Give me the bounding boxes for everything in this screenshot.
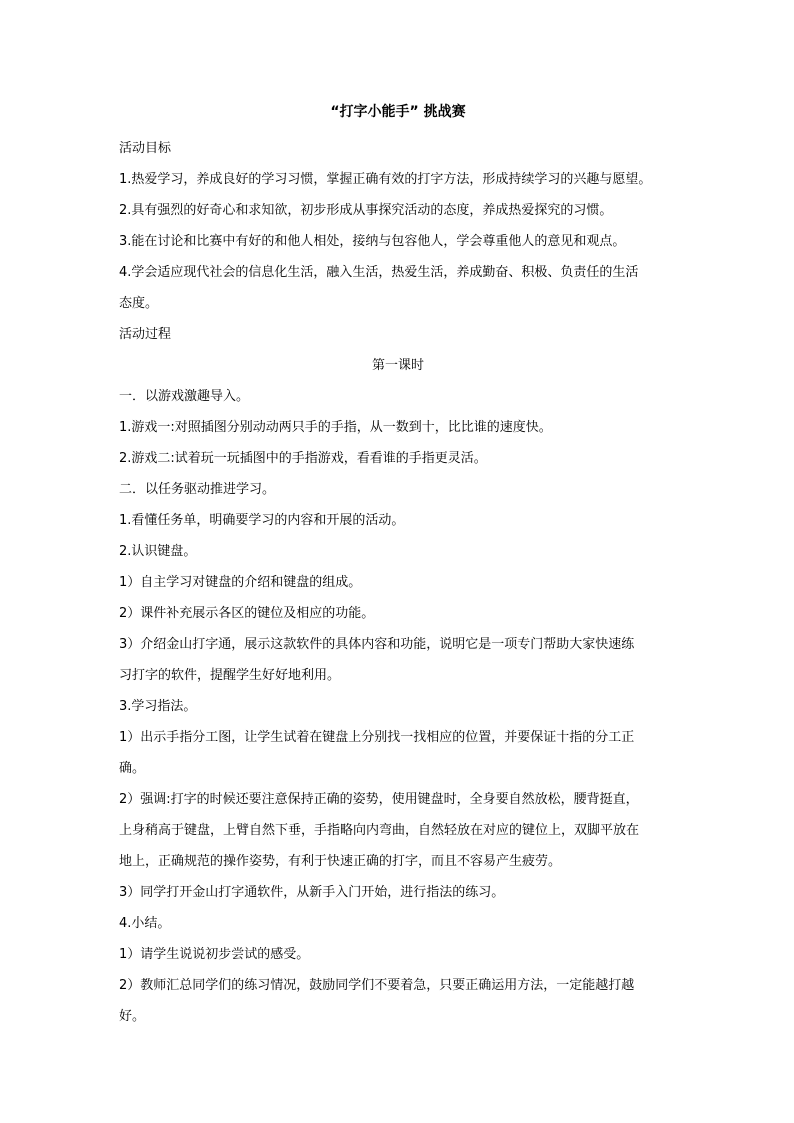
document-body	[119, 102, 677, 1032]
section-heading-process: 活动过程	[119, 327, 172, 342]
goal-item-4-line-2: 态度。	[119, 296, 159, 311]
goal-item-1: 1.热爱学习，养成良好的学习习惯，掌握正确有效的打字方法，形成持续学习的兴趣与愿望。	[119, 172, 652, 187]
step-2-item-4: 4.小结。	[119, 916, 171, 931]
summary-subitem-2-line-2: 好。	[119, 1009, 146, 1024]
fingering-subitem-2-line-1: 2）强调:打字的时候还要注意保持正确的姿势，使用键盘时，全身要自然放松，腰背挺直，	[119, 792, 639, 807]
document-title: “打字小能手” 挑战赛	[330, 104, 466, 120]
fingering-subitem-1-line-2: 确。	[119, 761, 146, 776]
step-1-item-2: 2.游戏二:试着玩一玩插图中的手指游戏，看看谁的手指更灵活。	[119, 451, 487, 466]
goal-item-3: 3.能在讨论和比赛中有好的和他人相处，接纳与包容他人，学会尊重他人的意见和观点。	[119, 234, 626, 249]
step-heading-2: 二．以任务驱动推进学习。	[119, 482, 276, 497]
step-2-item-3: 3.学习指法。	[119, 699, 197, 714]
section-heading-goals: 活动目标	[119, 141, 172, 156]
summary-subitem-1: 1）请学生说说初步尝试的感受。	[119, 947, 310, 962]
lesson-heading: 第一课时	[371, 358, 424, 373]
fingering-subitem-3: 3）同学打开金山打字通软件，从新手入门开始，进行指法的练习。	[119, 885, 505, 900]
step-heading-1: 一．以游戏激趣导入。	[119, 389, 250, 404]
keyboard-subitem-3-line-2: 习打字的软件，提醒学生好好地利用。	[119, 668, 341, 683]
step-1-item-1: 1.游戏一:对照插图分别动动两只手的手指，从一数到十，比比谁的速度快。	[119, 420, 552, 435]
step-2-item-1: 1.看懂任务单，明确要学习的内容和开展的活动。	[119, 513, 405, 528]
goal-item-4-line-1: 4.学会适应现代社会的信息化生活，融入生活，热爱生活，养成勤奋、积极、负责任的生活	[119, 265, 639, 280]
fingering-subitem-1-line-1: 1）出示手指分工图，让学生试着在键盘上分别找一找相应的位置，并要保证十指的分工正	[119, 730, 635, 745]
keyboard-subitem-2: 2）课件补充展示各区的键位及相应的功能。	[119, 606, 375, 621]
goal-item-2: 2.具有强烈的好奇心和求知欲，初步形成从事探究活动的态度，养成热爱探究的习惯。	[119, 203, 613, 218]
fingering-subitem-2-line-2: 上身稍高于键盘，上臂自然下垂，手指略向内弯曲，自然轻放在对应的键位上，双脚平放在	[119, 823, 640, 838]
keyboard-subitem-3-line-1: 3）介绍金山打字通，展示这款软件的具体内容和功能，说明它是一项专门帮助大家快速练	[119, 637, 635, 652]
fingering-subitem-2-line-3: 地上，正确规范的操作姿势，有利于快速正确的打字，而且不容易产生疲劳。	[119, 854, 562, 869]
step-2-item-2: 2.认识键盘。	[119, 544, 197, 559]
keyboard-subitem-1: 1）自主学习对键盘的介绍和键盘的组成。	[119, 575, 362, 590]
summary-subitem-2-line-1: 2）教师汇总同学们的练习情况，鼓励同学们不要着急，只要正确运用方法，一定能越打越	[119, 978, 635, 993]
